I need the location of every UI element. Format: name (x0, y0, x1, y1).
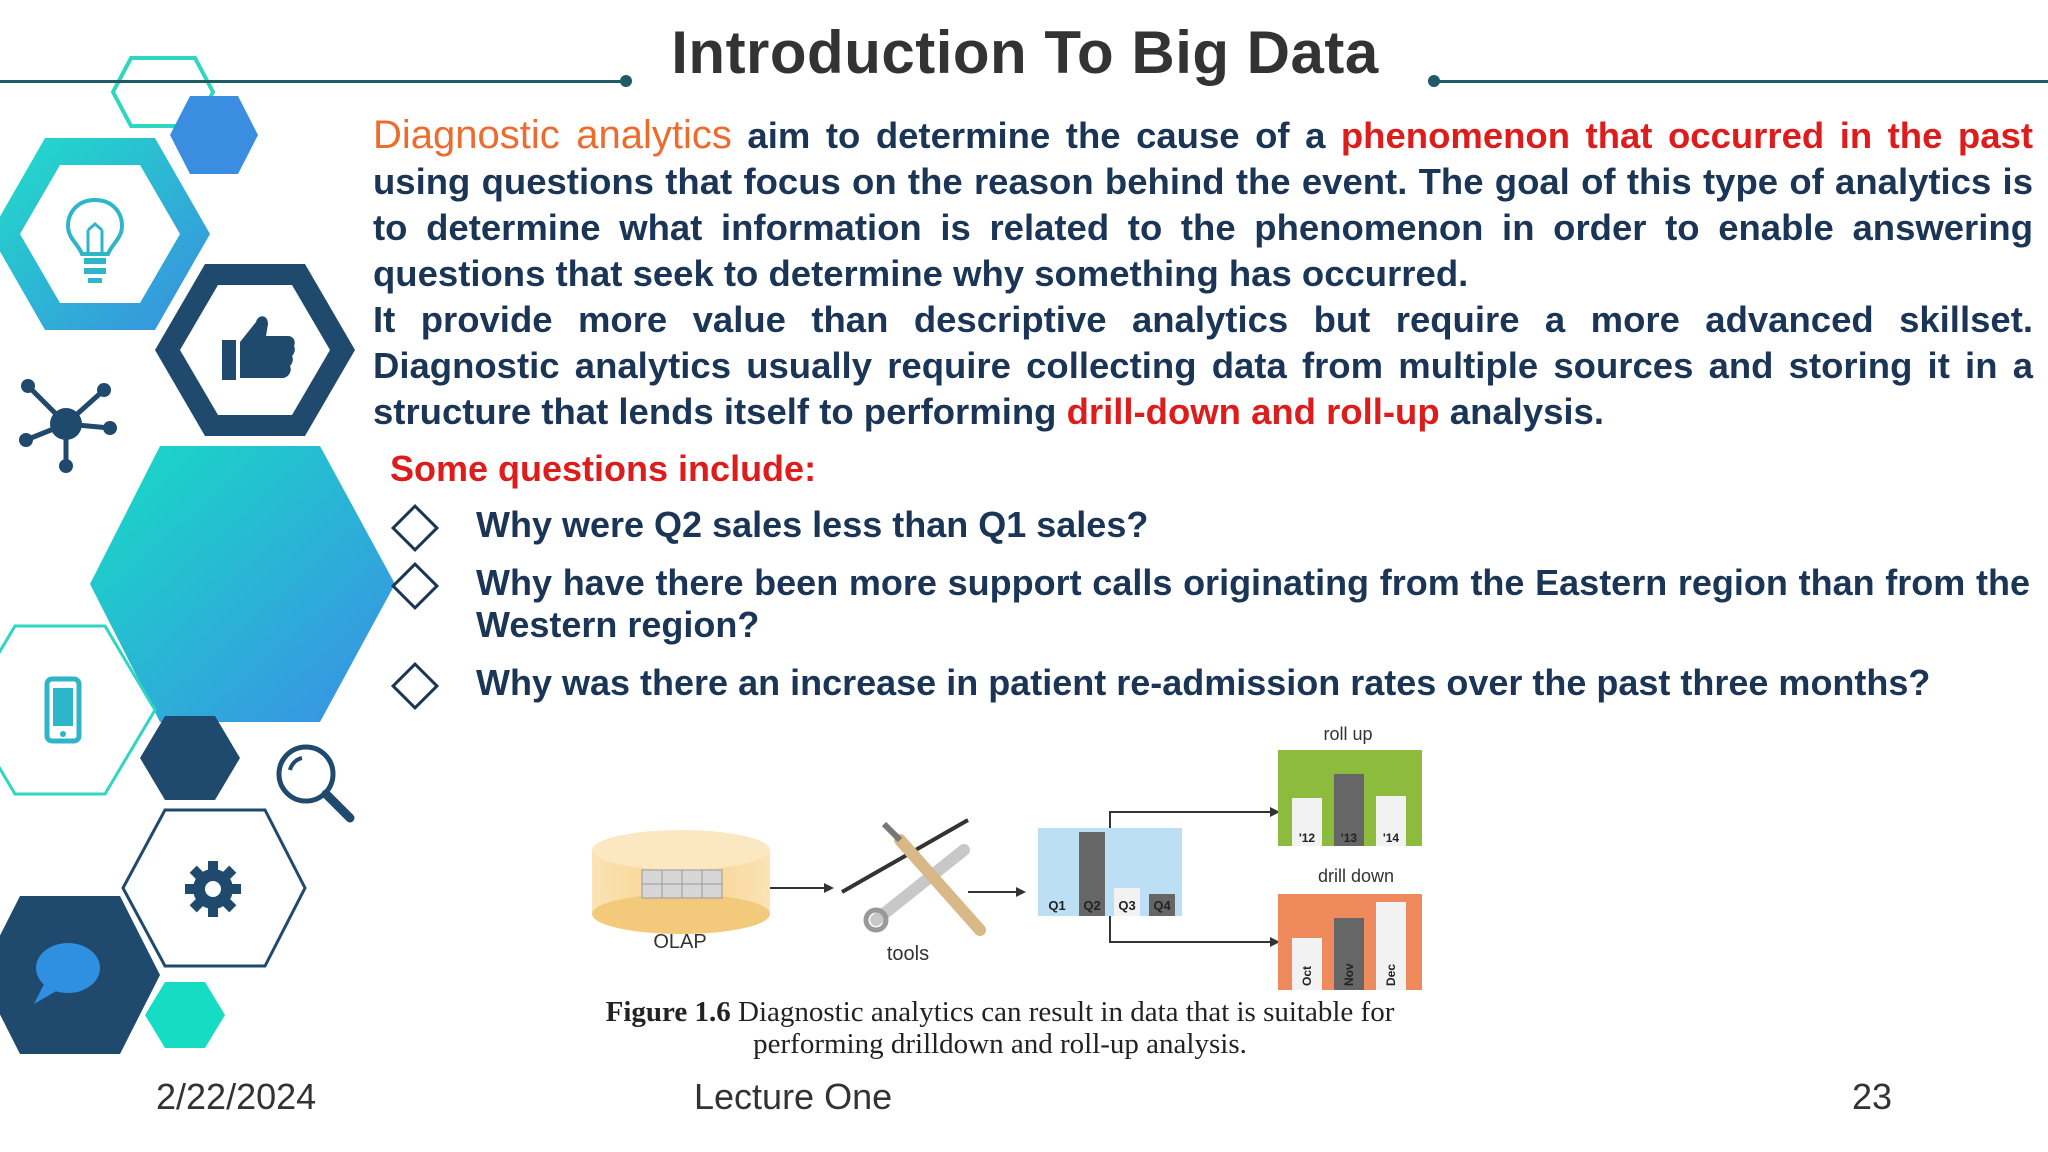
question-item (390, 662, 2030, 704)
question-text: Why have there been more support calls originating from the Eastern region than from the Western region? (476, 562, 2030, 645)
magnifier-icon (272, 740, 356, 824)
figure-caption (400, 996, 1600, 1060)
caption-line-2: performing drilldown and roll-up analysis. (753, 1028, 1247, 1060)
rollup-year-label: '14 (1382, 831, 1400, 845)
smartphone-icon (44, 676, 82, 744)
chat-bubble-icon (30, 940, 102, 1006)
paragraph-2-text-a: It provide more value than descriptive analytics but require a more advanced skillset. Diagnostic analytics usually require collecting data from multiple sources and storing it in a structure that lends itself to performing (373, 299, 2033, 432)
olap-label: OLAP (653, 931, 707, 953)
tools-icon (842, 820, 980, 930)
caption-label: Figure 1.6 (605, 996, 731, 1028)
diamond-bullet-icon (391, 562, 439, 610)
hex-big (90, 446, 395, 722)
hex-blue-small (170, 96, 258, 174)
drilldown-month-label: Oct (1300, 965, 1314, 986)
paragraph-1 (373, 112, 2033, 297)
highlight-drilldown: drill-down and roll-up (1066, 391, 1440, 432)
olap-cylinder (592, 830, 770, 934)
footer-date: 2/22/2024 (156, 1076, 317, 1117)
questions-list (390, 504, 2030, 720)
quarter-label: Q3 (1118, 898, 1136, 913)
lightbulb-icon (62, 196, 128, 286)
olap-diagram (580, 720, 1460, 1000)
hex-navy-small (140, 716, 240, 800)
quarter-label: Q4 (1153, 898, 1171, 913)
drilldown-month-label: Nov (1342, 963, 1356, 986)
page-number: 23 (1852, 1076, 1893, 1117)
paragraph-1-text-b: using questions that focus on the reason behind the event. The goal of this type of analytics is to determine what information is related to the phenomenon in order to enable answering questions that seek to determine why something has occurred. (373, 161, 2033, 294)
rollup-year-label: '12 (1298, 831, 1316, 845)
body-text (373, 112, 2033, 435)
rollup-year-label: '13 (1340, 831, 1358, 845)
diamond-bullet-icon (391, 504, 439, 552)
paragraph-2 (373, 297, 2033, 435)
question-item (390, 562, 2030, 646)
network-icon (14, 372, 118, 476)
questions-heading: Some questions include: (390, 448, 817, 489)
drilldown-month-label: Dec (1384, 963, 1398, 986)
thumbs-up-icon (218, 306, 298, 386)
rollup-label: roll up (1323, 724, 1373, 744)
paragraph-1-text-a: aim to determine the cause of a (731, 115, 1341, 156)
highlight-phenomenon: phenomenon that occurred in the past (1340, 115, 2033, 156)
lead-term: Diagnostic analytics (373, 113, 732, 157)
question-text: Why were Q2 sales less than Q1 sales? (476, 504, 1149, 545)
paragraph-2-text-b: analysis. (1439, 391, 1604, 432)
drilldown-label: drill down (1317, 866, 1395, 886)
caption-line-1 (400, 996, 1600, 1028)
tools-label: tools (886, 943, 930, 965)
footer-lecture: Lecture One (694, 1076, 893, 1117)
quarter-label: Q2 (1083, 898, 1101, 913)
question-item (390, 504, 2030, 546)
gear-icon (184, 860, 242, 918)
title-rule-left (0, 80, 626, 83)
caption-text: Diagnostic analytics can result in data that is suitable for (730, 996, 1395, 1028)
quarter-label: Q1 (1048, 898, 1066, 913)
slide-title: Introduction To Big Data (671, 19, 1379, 86)
title-rule-right (1434, 80, 2048, 83)
hex-teal-small (145, 982, 225, 1048)
question-text: Why was there an increase in patient re-admission rates over the past three months? (476, 662, 1931, 703)
diamond-bullet-icon (391, 662, 439, 710)
